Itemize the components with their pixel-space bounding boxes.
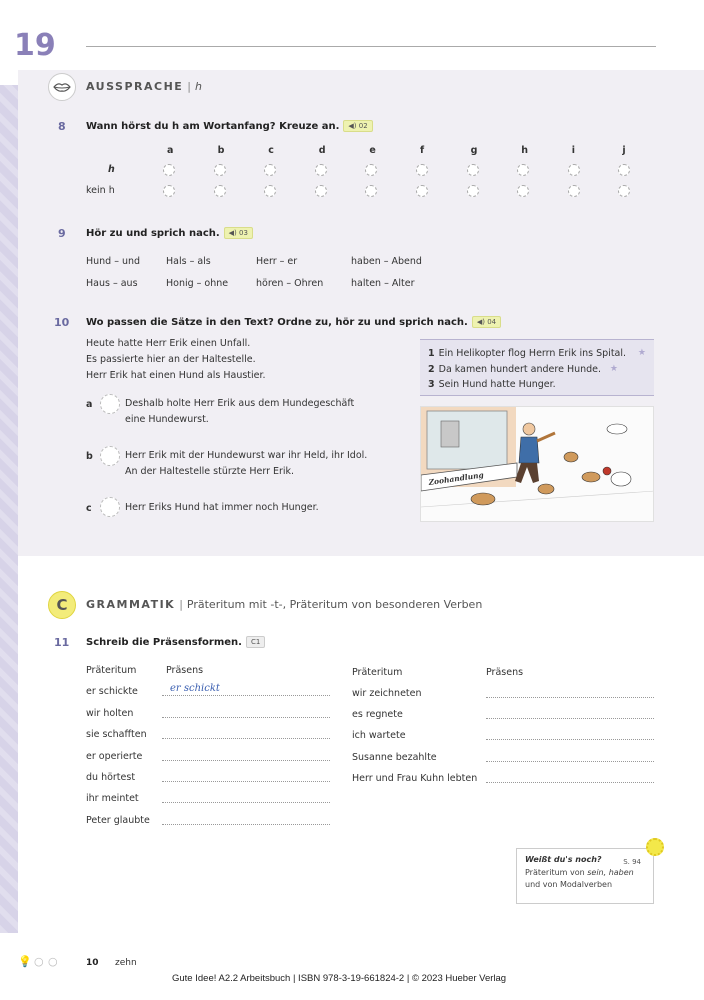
task-9-instruction: Hör zu und sprich nach. ◀) 03	[86, 227, 253, 239]
kein-h-checkbox-a[interactable]	[163, 185, 175, 197]
word-pair: Honig – ohne	[166, 278, 229, 289]
lightbulb-icon: ○	[48, 955, 58, 968]
column-letter-d: d	[318, 145, 326, 156]
answer-line[interactable]	[162, 781, 330, 782]
left-pret-7: Peter glaubte	[86, 815, 150, 826]
h-checkbox-g[interactable]	[467, 164, 479, 176]
audio-track-04[interactable]: ◀) 04	[472, 316, 501, 328]
column-letter-i: i	[571, 145, 576, 156]
numbered-sentences-box	[420, 339, 654, 396]
box-item-1: 1 Ein Helikopter flog Herrn Erik ins Spital. ★	[428, 346, 646, 362]
answer-line[interactable]	[486, 782, 654, 783]
task-9-number: 9	[58, 227, 66, 240]
answer-line[interactable]	[486, 739, 654, 740]
option-a-line: Deshalb holte Herr Erik aus dem Hundegeschäft	[125, 398, 355, 409]
kein-h-checkbox-g[interactable]	[467, 185, 479, 197]
answer-circle-a[interactable]	[100, 394, 120, 414]
answer-circle-b[interactable]	[100, 446, 120, 466]
column-letter-g: g	[470, 145, 478, 156]
reference-badge: C1	[246, 636, 265, 648]
footer-publisher: Gute Idee! A2.2 Arbeitsbuch | ISBN 978-3-19-661824-2 | © 2023 Hueber Verlag	[172, 973, 507, 984]
story-line: Es passierte hier an der Haltestelle.	[86, 354, 256, 365]
tip-text: Präteritum von sein, haben und von Modalverben	[525, 868, 634, 889]
story-line: Herr Erik hat einen Hund als Haustier.	[86, 370, 266, 381]
h-checkbox-f[interactable]	[416, 164, 428, 176]
header-rule	[86, 46, 656, 47]
left-pret-6: ihr meintet	[86, 793, 139, 804]
answer-line[interactable]	[162, 738, 330, 739]
left-header-praeteritum: Präteritum	[86, 665, 137, 676]
tip-title: Weißt du's noch?	[525, 855, 602, 864]
column-letter-b: b	[217, 145, 225, 156]
h-checkbox-d[interactable]	[315, 164, 327, 176]
answer-line[interactable]	[162, 717, 330, 718]
word-pair: Herr – er	[256, 256, 298, 267]
right-pret-1: wir zeichneten	[352, 688, 422, 699]
story-line: Heute hatte Herr Erik einen Unfall.	[86, 338, 251, 349]
option-letter-c: c	[86, 503, 92, 514]
column-letter-h: h	[521, 145, 528, 156]
shop-sign-text: Zoohandlung	[428, 470, 485, 487]
lightbulb-icon: ○	[34, 955, 44, 968]
right-header-praesens: Präsens	[486, 667, 524, 678]
left-pret-2: wir holten	[86, 708, 134, 719]
left-pret-5: du hörtest	[86, 772, 136, 783]
answer-line[interactable]	[162, 824, 330, 825]
left-pret-4: er operierte	[86, 751, 143, 762]
option-a-line: eine Hundewurst.	[125, 414, 209, 425]
chapter-number: 19	[14, 28, 56, 63]
grammatik-title: GRAMMATIK | Präteritum mit -t-, Präteritum von besonderen Verben	[86, 598, 483, 611]
answer-line[interactable]	[486, 697, 654, 698]
kein-h-checkbox-f[interactable]	[416, 185, 428, 197]
side-decoration-strip	[0, 85, 18, 933]
right-header-praeteritum: Präteritum	[352, 667, 403, 678]
h-checkbox-i[interactable]	[568, 164, 580, 176]
audio-track-03[interactable]: ◀) 03	[224, 227, 253, 239]
dog-shop-illustration	[420, 406, 654, 522]
left-header-praesens: Präsens	[166, 665, 204, 676]
answer-line[interactable]	[162, 760, 330, 761]
column-letter-a: a	[167, 145, 174, 156]
star-icon: ★	[609, 363, 618, 374]
footer-page-number: 10	[86, 958, 99, 968]
word-pair: halten – Alter	[351, 278, 415, 289]
row-label-kein-h: kein h	[86, 185, 115, 196]
left-pret-3: sie schafften	[86, 729, 147, 740]
tip-box	[516, 848, 654, 904]
right-pret-5: Herr und Frau Kuhn lebten	[352, 773, 478, 784]
column-letter-e: e	[369, 145, 376, 156]
section-letter-badge: C	[48, 591, 76, 619]
left-pres-answer-1[interactable]: er schickt	[170, 683, 220, 694]
task-11-number: 11	[54, 636, 70, 649]
task-8-instruction: Wann hörst du h am Wortanfang? Kreuze an. ◀) 02	[86, 120, 373, 132]
audio-track-02[interactable]: ◀) 02	[343, 120, 372, 132]
option-letter-a: a	[86, 399, 93, 410]
star-icon: ★	[637, 348, 646, 358]
task-10-number: 10	[54, 316, 70, 329]
row-label-h: h	[108, 164, 115, 175]
option-b-line: An der Haltestelle stürzte Herr Erik.	[125, 466, 295, 477]
footer-page-word: zehn	[115, 958, 137, 968]
option-c-line: Herr Eriks Hund hat immer noch Hunger.	[125, 502, 319, 513]
right-pret-3: ich wartete	[352, 730, 406, 741]
h-checkbox-b[interactable]	[214, 164, 226, 176]
answer-circle-c[interactable]	[100, 497, 120, 517]
word-pair: hören – Ohren	[256, 278, 324, 289]
column-letter-j: j	[622, 145, 626, 156]
option-b-line: Herr Erik mit der Hundewurst war ihr Held, ihr Idol.	[125, 450, 368, 461]
box-item-3: 3 Sein Hund hatte Hunger.	[428, 379, 556, 390]
aussprache-title: AUSSPRACHE | h	[86, 80, 202, 93]
task-11-instruction: Schreib die Präsensformen. C1	[86, 636, 265, 648]
answer-line[interactable]	[486, 761, 654, 762]
kein-h-checkbox-b[interactable]	[214, 185, 226, 197]
lips-icon	[48, 73, 76, 101]
tip-page-ref[interactable]: S. 94	[623, 858, 641, 866]
right-pret-2: es regnete	[352, 709, 403, 720]
column-letter-c: c	[268, 145, 274, 156]
sun-icon	[646, 838, 664, 856]
task-10-instruction: Wo passen die Sätze in den Text? Ordne zu, hör zu und sprich nach. ◀) 04	[86, 316, 501, 328]
kein-h-checkbox-i[interactable]	[568, 185, 580, 197]
task-8-number: 8	[58, 120, 66, 133]
word-pair: haben – Abend	[351, 256, 422, 267]
right-pret-4: Susanne bezahlte	[352, 752, 437, 763]
answer-line[interactable]	[486, 718, 654, 719]
h-checkbox-a[interactable]	[163, 164, 175, 176]
column-letter-f: f	[420, 145, 425, 156]
answer-line[interactable]	[162, 695, 330, 696]
option-letter-b: b	[86, 451, 93, 462]
word-pair: Hund – und	[86, 256, 141, 267]
box-item-2: 2 Da kamen hundert andere Hunde. ★	[428, 362, 646, 378]
left-pret-1: er schickte	[86, 686, 138, 697]
word-pair: Haus – aus	[86, 278, 138, 289]
word-pair: Hals – als	[166, 256, 211, 267]
kein-h-checkbox-d[interactable]	[315, 185, 327, 197]
answer-line[interactable]	[162, 802, 330, 803]
lightbulb-icon: 💡	[18, 955, 32, 968]
